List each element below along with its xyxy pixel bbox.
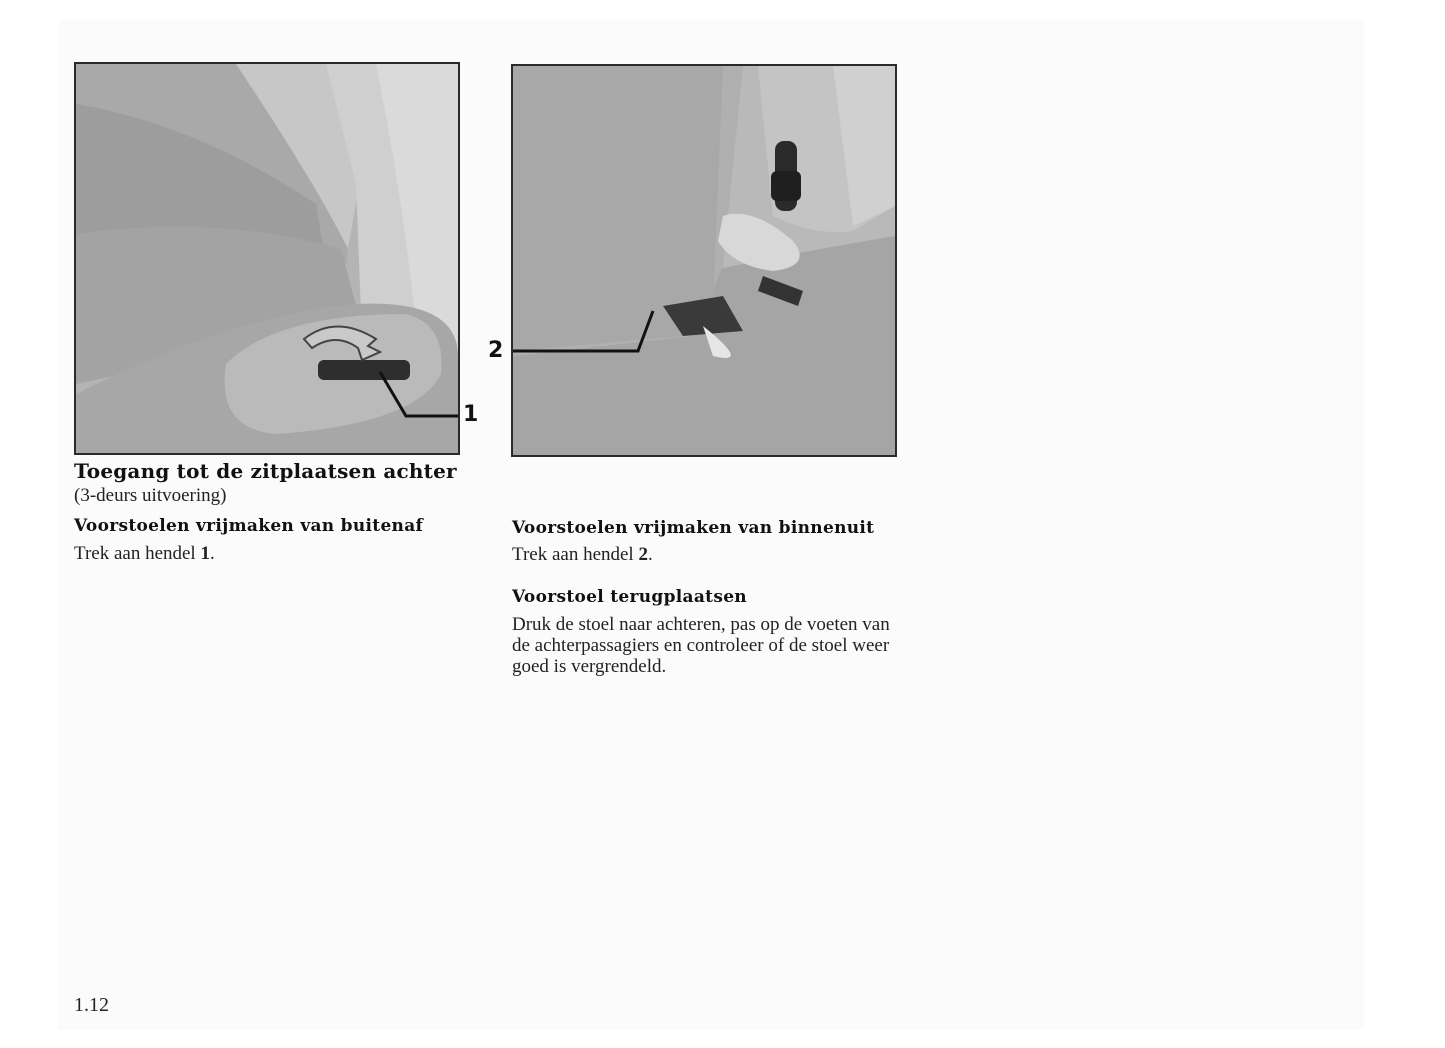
subsection-title-outside: Voorstoelen vrijmaken van buitenaf [74,516,424,536]
lever-reference: 1 [200,543,210,564]
instruction-text: Trek aan hendel [74,543,201,564]
instruction-punctuation: . [647,544,653,565]
subsection-text-outside [74,543,215,564]
seat-lever-inside-photo [511,64,897,457]
instruction-punctuation: . [209,543,215,564]
subsection-title-replace: Voorstoel terugplaatsen [512,587,747,607]
instruction-text: Trek aan hendel [512,544,639,565]
section-subtitle: (3-deurs uitvoering) [74,485,227,506]
subsection-title-inside: Voorstoelen vrijmaken van binnenuit [512,518,875,538]
seat-lever-outside-photo [74,62,460,455]
subsection-text-replace: Druk de stoel naar achteren, pas op de voeten van de achterpassagiers en controleer of de stoel weer goed is vergrendeld. [512,614,890,677]
subsection-text-inside [512,544,653,565]
callout-number-1: 1 [463,402,479,427]
lever-reference: 2 [638,544,648,565]
callout-number-2: 2 [488,338,504,363]
section-title: Toegang tot de zitplaatsen achter [74,459,457,483]
page-number: 1.12 [74,994,109,1016]
